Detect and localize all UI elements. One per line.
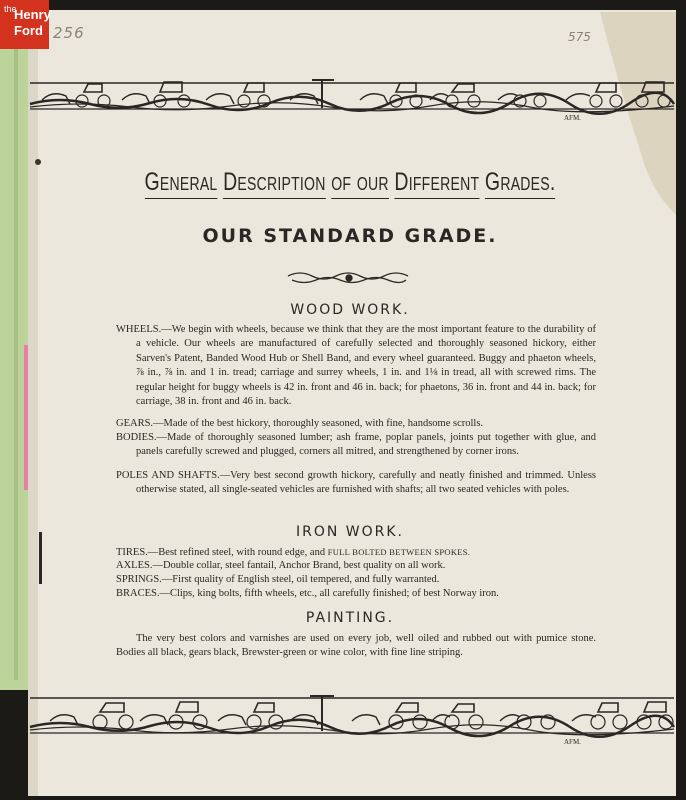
title-word: Grades. — [485, 168, 556, 199]
entry-poles-text: POLES AND SHAFTS.—Very best second growth hickory, carefully and neatly finished and trimmed. Unless otherwise stated, all single-seated vehicles are furnished with shafts; all two seated vehicles with poles. — [116, 470, 596, 496]
title-word: General — [144, 168, 217, 199]
page-subtitle: OUR STANDARD GRADE. — [202, 225, 498, 247]
entry-wheels-text: WHEELS.—We begin with wheels, because we think that they are the most important feature to the durability of a vehicle. Our wheels are manufactured of carefully selected and thoroughly seasoned hickory, either Sarven's Patent, Banded Wood Hub or Shell Band, and every wheel guaranteed. Buggy and phaeton wheels, ⅞ in., ⅞ in. and 1 in. tread; carriage and surrey wheels, 1 in. and 1⅛ in tread, all with screwed rims. The regular height for buggy wheels is 42 in. front and 46 in. back; for phaetons, 36 in. front and 44 in. back; for carriage, 38 in. front and 46 in. back. — [116, 324, 596, 408]
pencil-note-right: 575 — [568, 30, 591, 44]
pencil-note-left: 256 — [53, 24, 85, 42]
section-heading-iron-work: IRON WORK. — [295, 524, 405, 540]
title-word: Different — [394, 168, 479, 199]
entry-gears-text: GEARS.—Made of the best hickory, thoroughly seasoned, with fine, handsome scrolls. — [116, 418, 484, 429]
border-signature-bottom: AFM. — [564, 738, 581, 746]
logo-henry: Henry — [14, 7, 51, 22]
entry-gears — [116, 417, 596, 431]
logo-the: the — [4, 4, 17, 14]
entry-bodies-text: BODIES.—Made of thoroughly seasoned lumber; ash frame, poplar panels, joints put together with glue, and panels carefully screwed and plugged, corners all mitred, and strengthened by corner irons. — [116, 432, 596, 458]
entry-tires-text: TIRES.—Best refined steel, with round edge, and — [116, 547, 326, 558]
section-heading-painting: PAINTING. — [305, 610, 395, 626]
painting-paragraph: The very best colors and varnishes are used on every job, well oiled and rubbed out with pumice stone. Bodies all black, gears black, Brewster-green or wine color, with fine line striping. — [116, 633, 596, 659]
entry-braces: BRACES.—Clips, king bolts, fifth wheels, etc., all carefully finished; of best Norway iron. — [116, 588, 499, 599]
border-signature-top: AFM. — [564, 114, 581, 122]
henry-ford-logo — [0, 0, 49, 49]
entry-axles: AXLES.—Double collar, steel fantail, Anchor Brand, best quality on all work. — [116, 560, 446, 571]
entry-bodies — [116, 431, 596, 460]
entry-poles-and-shafts — [116, 469, 596, 498]
logo-ford: Ford — [14, 23, 43, 38]
page-title — [100, 168, 599, 197]
entry-springs: SPRINGS.—First quality of English steel, oil tempered, and fully warranted. — [116, 574, 440, 585]
entry-wheels — [116, 323, 596, 409]
title-word: of our — [331, 168, 389, 199]
section-heading-wood-work: WOOD WORK. — [290, 302, 410, 318]
entry-tires-caps: FULL BOLTED BETWEEN SPOKES. — [327, 547, 471, 557]
title-word: Description — [223, 168, 325, 199]
